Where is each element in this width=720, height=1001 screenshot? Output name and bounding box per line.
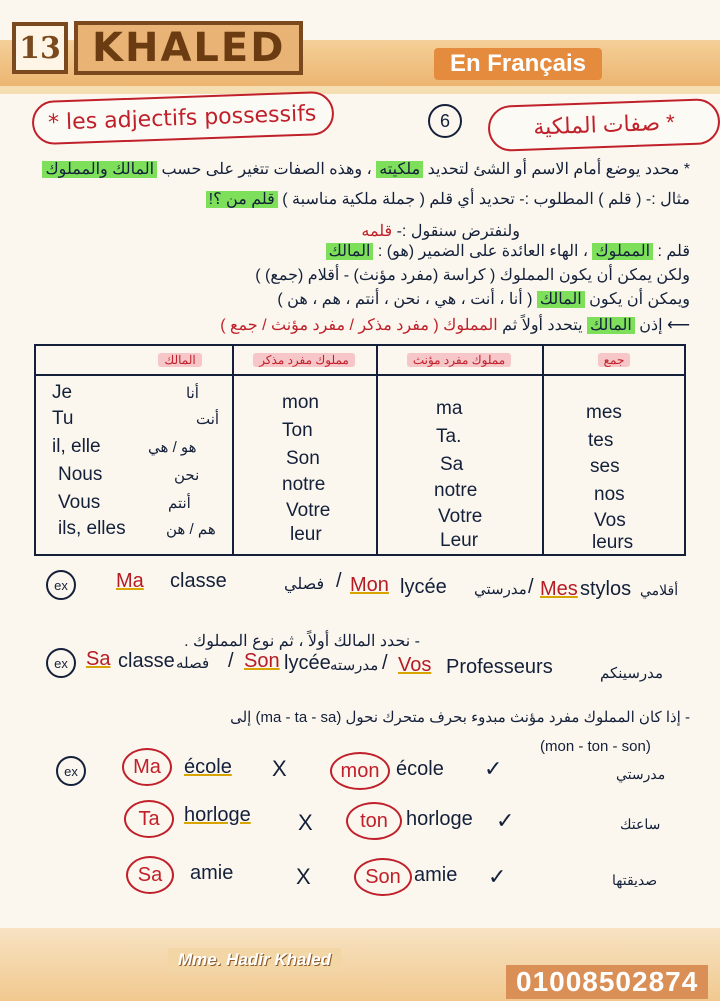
intro-text: يتحدد أولاً ثم [502, 317, 583, 334]
owner-fr: Tu [52, 408, 74, 429]
rule-3: - إذا كان المملوك مفرد مؤنث مبدوء بحرف متحرك نحول (ma - ta - sa) إلى [230, 709, 690, 726]
owner-ar: هم / هن [166, 521, 216, 538]
logo [12, 22, 303, 74]
intro-text: قلم : [657, 243, 690, 260]
intro-text: ويمكن أن يكون [589, 291, 690, 308]
intro-line-2 [206, 190, 690, 210]
example-word: Professeurs [446, 656, 553, 678]
intro-line-3 [361, 222, 520, 242]
highlight-whose-pen: قلم من ؟! [206, 191, 278, 208]
intro-line-1 [42, 160, 690, 180]
example-arabic: مدرسينكم [600, 665, 664, 682]
masc-form: Son [286, 448, 320, 469]
owner-ar: أنا [186, 385, 199, 402]
header-fem [378, 350, 540, 370]
example-word: Vos [398, 654, 432, 676]
wrong-possessive: Sa [126, 856, 174, 894]
header-plural [544, 350, 684, 370]
owner-fr: ils, elles [58, 518, 126, 539]
example-word: Mon [350, 574, 389, 596]
title-arabic: * صفات الملكية [487, 98, 720, 152]
example-word: classe [170, 570, 227, 592]
noun: école [184, 756, 232, 778]
owner-fr: Nous [58, 464, 103, 485]
owner-ar: هو / هي [148, 439, 197, 456]
check-mark-icon: ✓ [484, 756, 503, 781]
correct-possessive: Son [354, 858, 412, 896]
intro-text: ، وهذه الصفات تتغير على حسب [161, 161, 372, 178]
separator: / [336, 570, 342, 592]
example-word: classe [118, 650, 175, 672]
masc-form: Votre [286, 500, 331, 521]
correct-possessive: mon [330, 752, 390, 790]
fem-form: Leur [440, 530, 479, 551]
intro-text: ( أنا ، أنت ، هي ، نحن ، أنتم ، هم ، هن ) [277, 291, 533, 308]
noun: école [396, 758, 444, 780]
page-number: 6 [428, 104, 462, 138]
fem-form: Sa [440, 454, 464, 475]
example-word: lycée [284, 652, 331, 674]
intro-text: ، الهاء العائدة على الضمير [418, 243, 589, 260]
table-divider [232, 346, 234, 554]
owner-fr: il, elle [52, 436, 101, 457]
owner-ar: أنتم [168, 495, 191, 512]
highlight-owned: المملوك [592, 243, 653, 260]
red-word-his-pen: قلمه [361, 223, 393, 240]
red-word-owned: المملوك [443, 317, 498, 334]
example-arabic: صديقتها [612, 872, 658, 888]
header-stripe [0, 86, 720, 94]
noun: horloge [406, 808, 473, 830]
example-arabic: ساعتك [620, 816, 661, 832]
example-word: Mes [540, 578, 578, 600]
check-mark-icon: ✓ [496, 808, 515, 833]
owner-fr: Vous [58, 492, 101, 513]
example-badge: ex [46, 648, 76, 678]
highlight-owner: المالك [587, 317, 635, 334]
header-owner [132, 350, 228, 370]
intro-text: ⟵ إذن [639, 317, 690, 334]
example-arabic: أقلامي [640, 582, 679, 598]
intro-text: (هو) : [377, 243, 415, 260]
intro-line-4 [326, 242, 690, 262]
example-word: stylos [580, 578, 632, 600]
x-mark-icon: X [298, 810, 313, 835]
table-divider [376, 346, 378, 554]
x-mark-icon: X [272, 756, 287, 781]
noun: amie [190, 862, 234, 884]
intro-line-5: ولكن يمكن أن يكون المملوك ( كراسة (مفرد مؤنث) - أقلام (جمع) ) [255, 267, 690, 284]
plural-form: mes [586, 402, 622, 423]
plural-form: ses [590, 456, 620, 477]
fem-form: Votre [438, 506, 483, 527]
teacher-name: Mme. Hadir Khaled [168, 948, 341, 972]
separator: / [528, 576, 534, 598]
rule-2: - نحدد المالك أولاً ، ثم نوع المملوك . [184, 633, 420, 650]
possessive-table [34, 344, 686, 556]
intro-text: مثال :- ( قلم ) المطلوب :- تحديد أي قلم ( جملة ملكية مناسبة ) [282, 191, 690, 208]
highlight-owner: المالك [326, 243, 374, 260]
example-arabic: مدرسته [330, 657, 379, 674]
red-owned-types: ( مفرد مذكر / مفرد مؤنث / جمع ) [220, 317, 439, 334]
example-arabic: مدرستي [616, 766, 666, 782]
wrong-possessive: Ma [122, 748, 172, 786]
example-arabic: فصلي [284, 576, 325, 593]
header-label: المالك [158, 353, 201, 367]
owner-fr: Je [52, 382, 73, 403]
plural-form: nos [594, 484, 625, 505]
masc-form: leur [290, 524, 322, 545]
example-badge: ex [46, 570, 76, 600]
wrong-possessive: Ta [124, 800, 174, 838]
highlight-owner-owned: المالك والمملوك [42, 161, 157, 178]
header-masc [234, 350, 374, 370]
x-mark-icon: X [296, 864, 311, 889]
language-badge: En Français [434, 48, 602, 80]
fem-form: notre [434, 480, 478, 501]
plural-form: leurs [592, 532, 634, 553]
table-divider [542, 346, 544, 554]
example-word: Sa [86, 648, 111, 670]
noun: amie [414, 864, 458, 886]
example-arabic: مدرستي [474, 581, 527, 598]
fem-form: ma [436, 398, 463, 419]
intro-line-6 [277, 290, 690, 310]
plural-form: Vos [594, 510, 626, 531]
intro-line-7 [220, 316, 690, 336]
title-french: * les adjectifs possessifs [31, 91, 334, 146]
intro-text: ولنفترض سنقول :- [396, 223, 520, 240]
owner-ar: نحن [174, 467, 200, 484]
masc-form: Ton [282, 420, 313, 441]
header-label: مملوك مفرد مذكر [253, 353, 355, 367]
header-label: مملوك مفرد مؤنث [407, 353, 511, 367]
check-mark-icon: ✓ [488, 864, 507, 889]
logo-number: 13 [12, 22, 68, 74]
masc-form: mon [282, 392, 319, 413]
example-arabic: فصله [176, 655, 210, 672]
phone-number: 01008502874 [506, 965, 708, 999]
noun: horloge [184, 804, 251, 826]
owner-ar: أنت [196, 411, 220, 428]
highlight-ownership: ملكيته [376, 161, 423, 178]
separator: / [382, 652, 388, 674]
logo-name: KHALED [74, 21, 303, 75]
example-word: Son [244, 650, 280, 672]
example-word: lycée [400, 576, 447, 598]
example-word: Ma [116, 570, 144, 592]
intro-text: * محدد يوضع أمام الاسم أو الشئ لتحديد [427, 161, 690, 178]
plural-form: tes [588, 430, 614, 451]
example-badge: ex [56, 756, 86, 786]
rule-3-forms: (mon - ton - son) [540, 738, 651, 755]
highlight-owner: المالك [537, 291, 585, 308]
fem-form: Ta. [436, 426, 462, 447]
masc-form: notre [282, 474, 326, 495]
correct-possessive: ton [346, 802, 402, 840]
separator: / [228, 650, 234, 672]
header-label: جمع [598, 353, 631, 367]
